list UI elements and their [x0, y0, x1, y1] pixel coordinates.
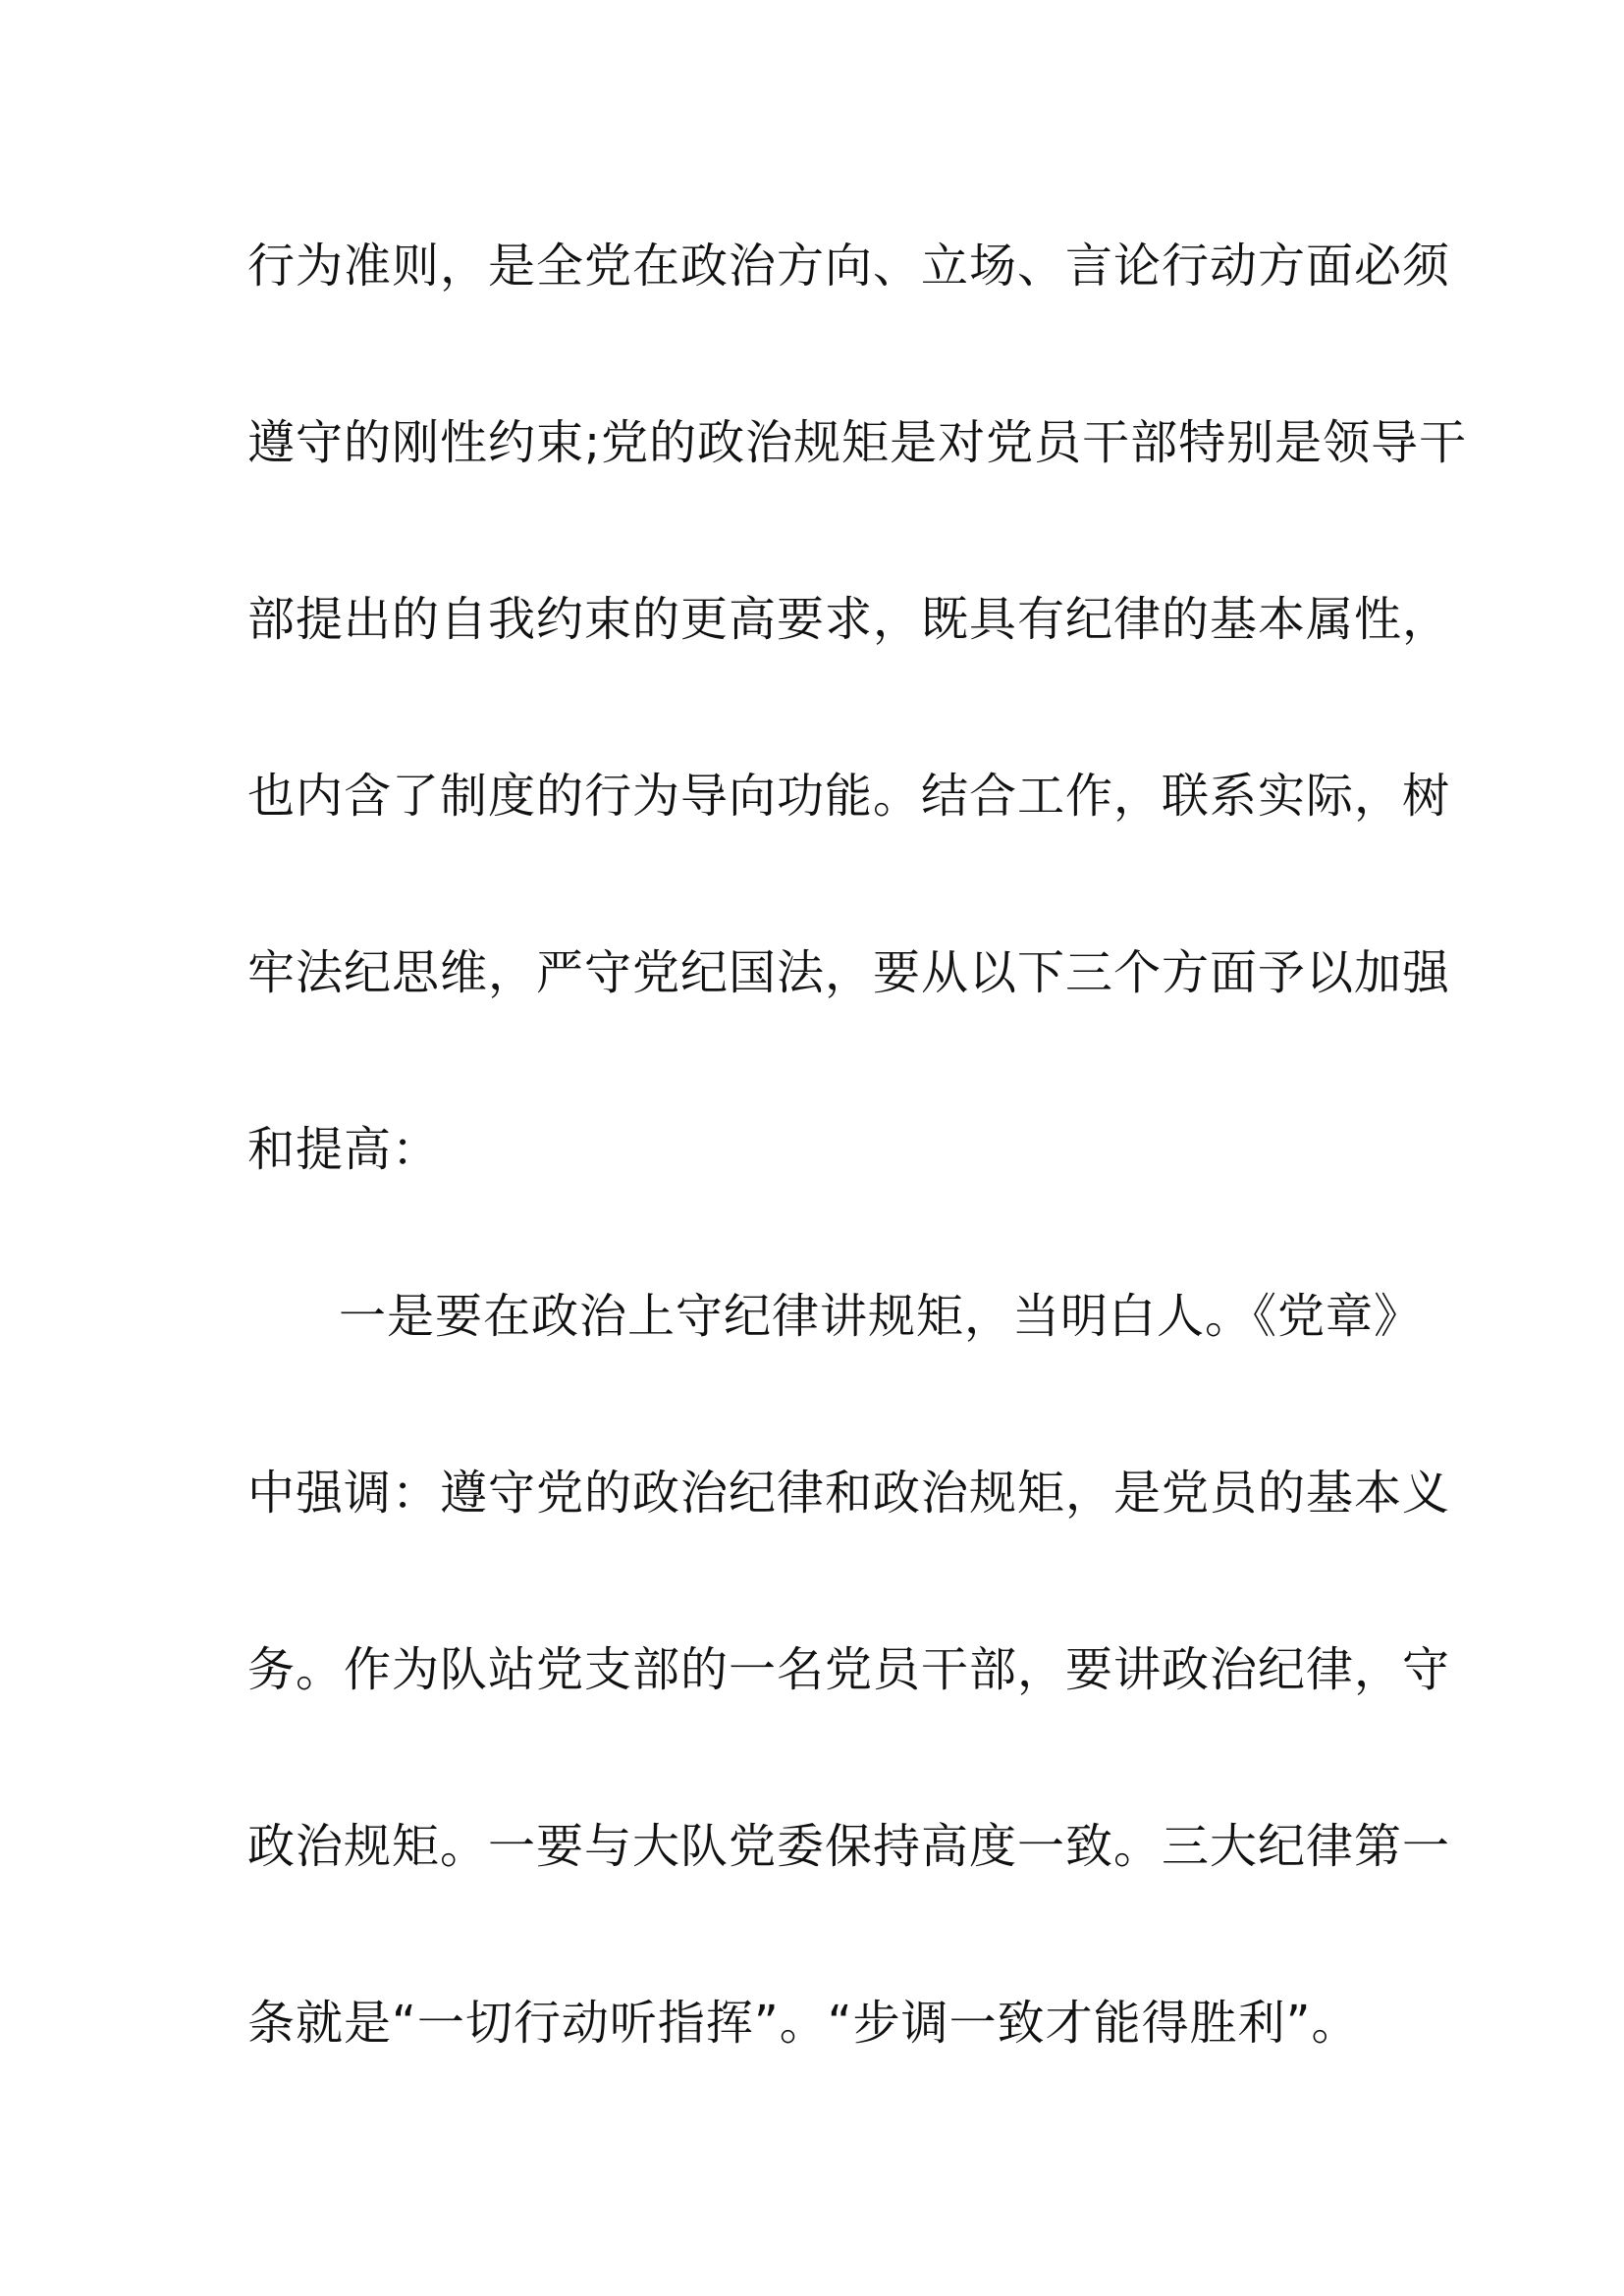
text-line: 行为准则，是全党在政治方向、立场、言论行动方面必须	[247, 239, 1451, 294]
text-line: 牢法纪思维，严守党纪国法，要从以下三个方面予以加强	[247, 945, 1451, 1000]
text-line: 务。作为队站党支部的一名党员干部，要讲政治纪律，守	[247, 1642, 1451, 1697]
text-line: 也内含了制度的行为导向功能。结合工作，联系实际，树	[247, 769, 1451, 824]
text-line: 中强调：遵守党的政治纪律和政治规矩，是党员的基本义	[247, 1466, 1451, 1521]
text-line: 和提高：	[247, 1122, 441, 1177]
paragraph-first-line: 一是要在政治上守纪律讲规矩，当明白人。《党章》	[339, 1289, 1423, 1344]
text-line: 部提出的自我约束的更高要求，既具有纪律的基本属性，	[247, 592, 1451, 647]
text-line: 遵守的刚性约束;党的政治规矩是对党员干部特别是领导干	[247, 415, 1468, 470]
text-line: 政治规矩。一要与大队党委保持高度一致。三大纪律第一	[247, 1819, 1451, 1874]
text-line: 条就是“一切行动听指挥”。“步调一致才能得胜利”。	[247, 1996, 1360, 2051]
